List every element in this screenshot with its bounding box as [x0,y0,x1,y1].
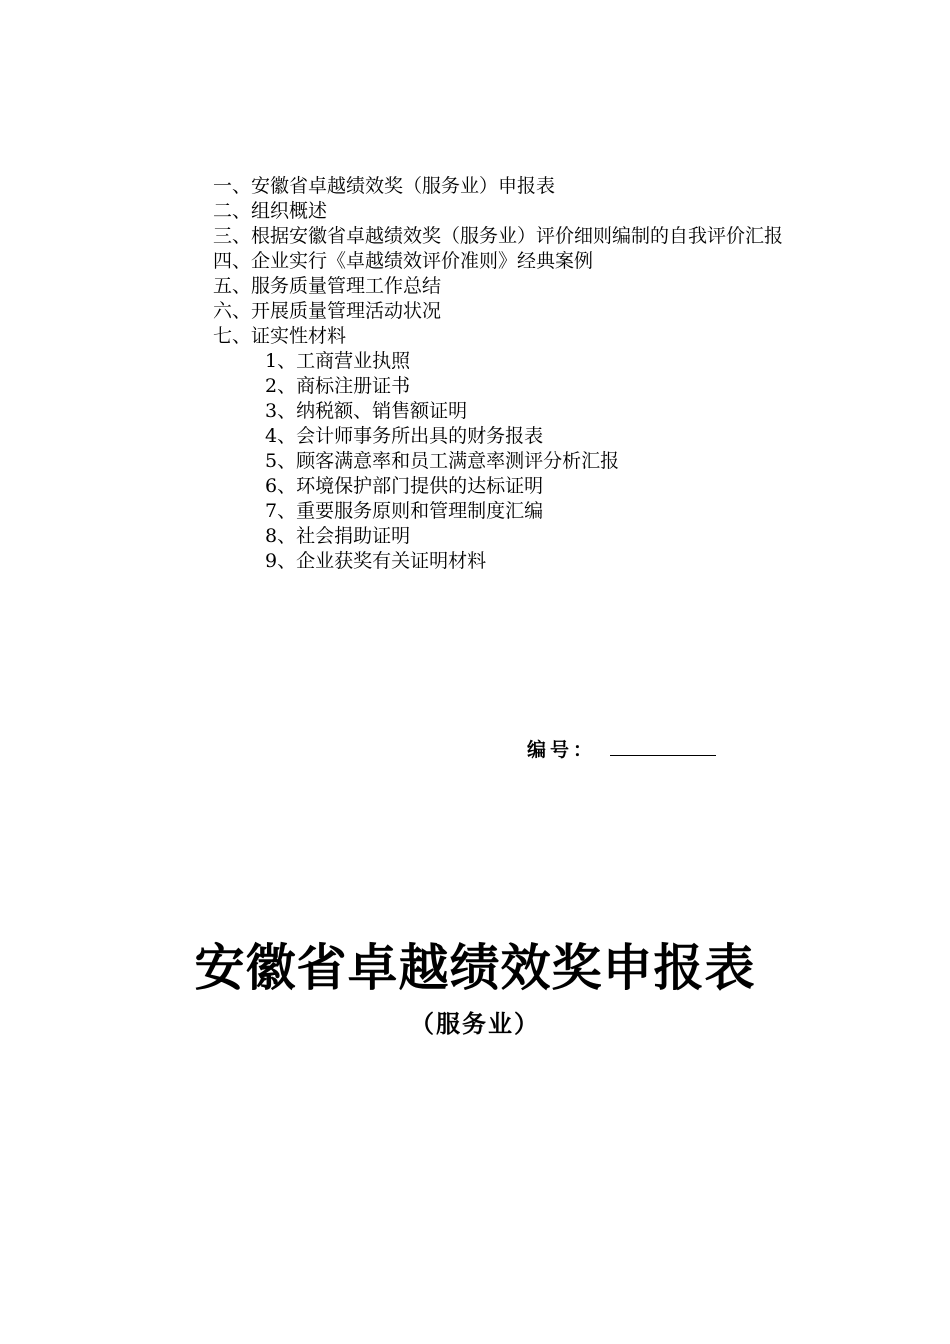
toc-item-text: 证实性材料 [251,325,347,347]
toc-subitem [213,424,853,449]
toc-subitem-number: 9、 [265,550,297,572]
serial-number-label: 编号： [527,739,597,761]
toc-subitem-number: 5、 [265,450,297,472]
toc-item-text: 组织概述 [251,200,328,222]
toc-item [213,324,853,349]
toc-subitem-number: 2、 [265,375,297,397]
toc-item-text: 企业实行《卓越绩效评价准则》经典案例 [251,250,594,272]
toc-item [213,174,853,199]
toc-subitem-number: 8、 [265,525,297,547]
toc-subitem [213,524,853,549]
toc-subitem-text: 重要服务原则和管理制度汇编 [296,500,544,522]
toc-item-number: 五、 [213,275,252,297]
toc-subitem [213,449,853,474]
toc-subitem-number: 7、 [265,500,297,522]
toc-item-text: 安徽省卓越绩效奖（服务业）申报表 [251,175,556,197]
toc-item [213,249,853,274]
toc-subitem-text: 商标注册证书 [296,375,411,397]
toc-subitem-text: 企业获奖有关证明材料 [296,550,487,572]
toc-subitem-number: 4、 [265,425,297,447]
toc-subitem [213,499,853,524]
toc-subitem-text: 工商营业执照 [296,350,411,372]
toc-subitem-number: 3、 [265,400,297,422]
cover-subtitle: （服务业） [410,1010,540,1038]
toc-item-number: 一、 [213,175,252,197]
toc-subitem-text: 会计师事务所出具的财务报表 [296,425,544,447]
toc-item [213,224,853,249]
toc-subitem [213,374,853,399]
toc-subitem-number: 1、 [265,350,297,372]
toc-subitem [213,474,853,499]
toc-subitem [213,399,853,424]
serial-number-field[interactable] [610,755,716,756]
toc-item [213,199,853,224]
toc-item [213,274,853,299]
toc-item [213,299,853,324]
toc-subitem-text: 顾客满意率和员工满意率测评分析汇报 [296,450,620,472]
toc-item-number: 四、 [213,250,252,272]
toc-subitem-text: 环境保护部门提供的达标证明 [296,475,544,497]
table-of-contents [213,174,853,574]
toc-item-number: 二、 [213,200,252,222]
toc-item-text: 开展质量管理活动状况 [251,300,442,322]
toc-subitem-number: 6、 [265,475,297,497]
toc-item-number: 六、 [213,300,252,322]
toc-item-text: 根据安徽省卓越绩效奖（服务业）评价细则编制的自我评价汇报 [251,225,784,247]
toc-item-text: 服务质量管理工作总结 [251,275,442,297]
toc-subitem [213,549,853,574]
toc-subitem-text: 纳税额、销售额证明 [296,400,468,422]
toc-item-number: 七、 [213,325,252,347]
toc-subitem [213,349,853,374]
toc-subitem-text: 社会捐助证明 [296,525,411,547]
toc-item-number: 三、 [213,225,252,247]
cover-title: 安徽省卓越绩效奖申报表 [194,939,756,997]
